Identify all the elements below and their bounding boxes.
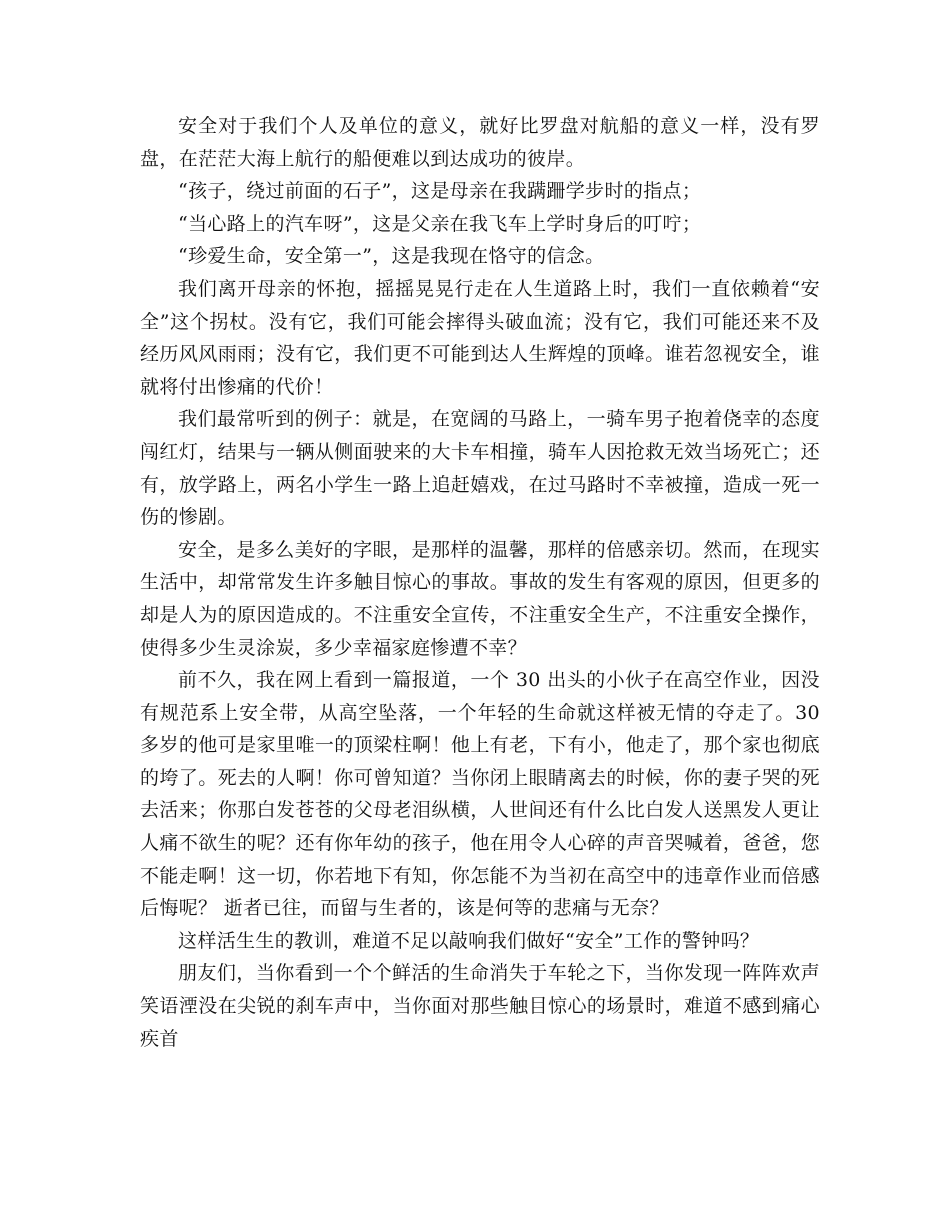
paragraph-8: 前不久，我在网上看到一篇报道，一个 30 出头的小伙子在高空作业，因没有规范系上安全带，从高空坠落，一个年轻的生命就这样被无情的夺走了。30 多岁的他可是家里唯一的顶梁柱啊！他上有老，下有小，他走了，那个家也彻底的垮了。死去的人啊！你可曾知道？当你闭上眼睛离去的时候，你的妻子哭的死去活来；你那白发苍苍的父母老泪纵横，人世间还有什么比白发人送黑发人更让人痛不欲生的呢？还有你年幼的孩子，他在用令人心碎的声音哭喊着，爸爸，您不能走啊！这一切，你若地下有知，你怎能不为当初在高空中的违章作业而倍感后悔呢？ 逝者已往，而留与生者的，该是何等的悲痛与无奈？ bbox=[140, 669, 820, 920]
paragraph-2: “孩子，绕过前面的石子”，这是母亲在我蹒跚学步时的指点； bbox=[178, 180, 702, 203]
paragraph-6: 我们最常听到的例子：就是，在宽阔的马路上，一骑车男子抱着侥幸的态度闯红灯，结果与一辆从侧面驶来的大卡车相撞，骑车人因抢救无效当场死亡；还有，放学路上，两名小学生一路上追赶嬉戏，在过马路时不幸被撞，造成一死一伤的惨剧。 bbox=[140, 408, 820, 529]
paragraph-10: 朋友们，当你看到一个个鲜活的生命消失于车轮之下，当你发现一阵阵欢声笑语湮没在尖锐的刹车声中，当你面对那些触目惊心的场景时，难道不感到痛心疾首 bbox=[140, 962, 820, 1050]
paragraph-3: “当心路上的汽车呀”，这是父亲在我飞车上学时身后的叮咛； bbox=[178, 212, 702, 235]
paragraph-1: 安全对于我们个人及单位的意义，就好比罗盘对航船的意义一样，没有罗盘，在茫茫大海上航行的船便难以到达成功的彼岸。 bbox=[140, 115, 820, 170]
paragraph-4: “珍爱生命，安全第一”，这是我现在恪守的信念。 bbox=[178, 245, 605, 268]
paragraph-5: 我们离开母亲的怀抱，摇摇晃晃行走在人生道路上时，我们一直依赖着“安全”这个拐杖。没有它，我们可能会摔得头破血流；没有它，我们可能还来不及经历风风雨雨；没有它，我们更不可能到达人生辉煌的顶峰。谁若忽视安全，谁就将付出惨痛的代价！ bbox=[140, 277, 820, 398]
paragraph-7: 安全，是多么美好的字眼，是那样的温馨，那样的倍感亲切。然而，在现实生活中，却常常发生许多触目惊心的事故。事故的发生有客观的原因，但更多的却是人为的原因造成的。不注重安全宣传，不注重安全生产，不注重安全操作，使得多少生灵涂炭，多少幸福家庭惨遭不幸？ bbox=[140, 538, 820, 659]
document-body bbox=[140, 110, 820, 1055]
paragraph-9: 这样活生生的教训，难道不足以敲响我们做好“安全”工作的警钟吗？ bbox=[178, 929, 760, 952]
